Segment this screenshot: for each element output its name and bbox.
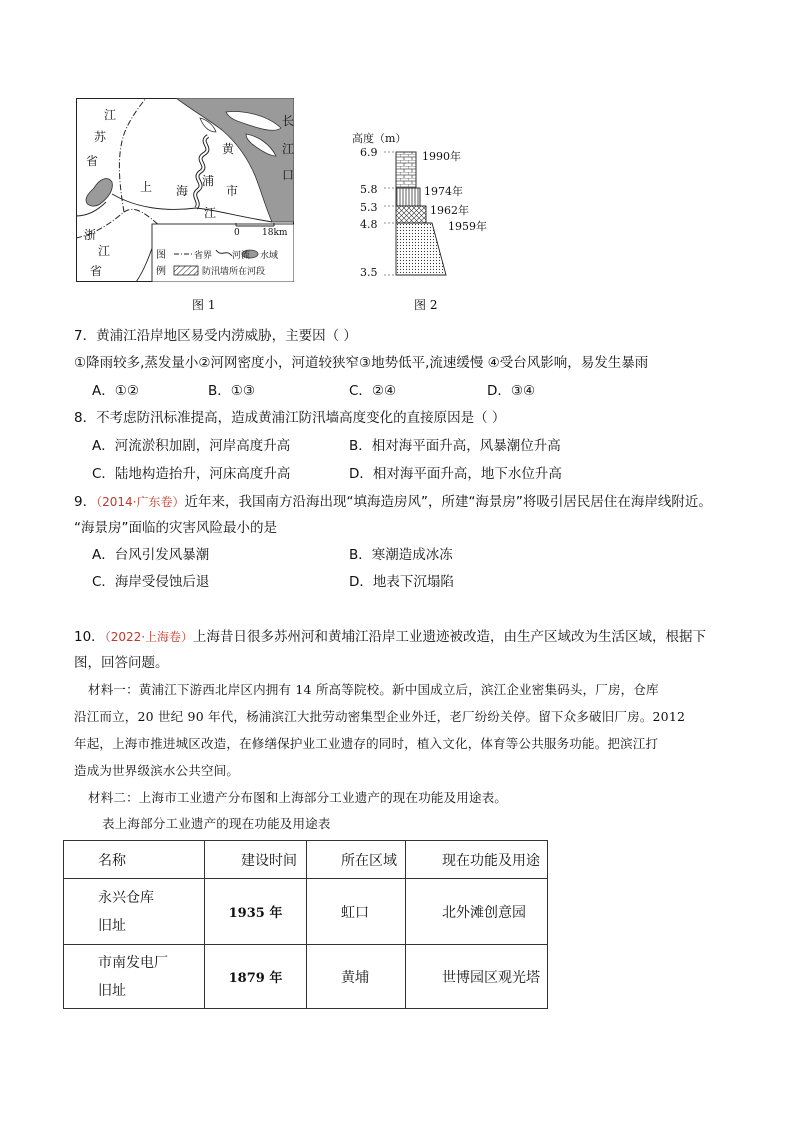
bar-1974	[396, 188, 420, 206]
figure-2-caption: 图 2	[414, 298, 438, 312]
cell-year: 1935 年	[205, 879, 307, 945]
q9-option-d[interactable]: D．地表下沉塌陷	[349, 574, 454, 590]
cell-name-line1: 永兴仓库	[98, 889, 154, 906]
cell-area: 虹口	[307, 879, 406, 945]
label-shanghai-2: 海	[176, 184, 189, 198]
q10-stem-line1	[74, 625, 706, 645]
bar-1990	[396, 152, 416, 188]
year-1974: 1974年	[424, 185, 463, 198]
label-changjiang-3: 口	[282, 168, 295, 182]
table-header-row	[64, 841, 548, 879]
tick-5-3: 5.3	[360, 201, 378, 214]
figure-2-ylabel: 高度（m）	[352, 132, 407, 145]
label-changjiang-2: 江	[282, 142, 295, 156]
material2: 材料二：上海市工业遗产分布图和上海部分工业遗产的现在功能及用途表。	[88, 790, 508, 805]
header-year: 建设时间	[205, 841, 307, 879]
legend-title-2: 例	[156, 266, 166, 277]
cell-year: 1879 年	[205, 945, 307, 1009]
table-title: 表上海部分工业遗产的现在功能及用途表	[102, 816, 331, 831]
material1-line2: 沿江而立，20 世纪 90 年代，杨浦滨江大批劳动密集型企业外迁，老厂纷纷关停。留下众多破旧厂房。2012	[74, 709, 686, 724]
q9-stem-text: 近年来，我国南方沿海出现“填海造房风”，所建“海景房”将吸引居民居住在海岸线附近。	[184, 494, 712, 510]
scale-km: 18km	[262, 228, 288, 238]
tick-6-9: 6.9	[360, 146, 378, 159]
tick-4-8: 4.8	[360, 218, 378, 231]
q9-option-a[interactable]: A．台风引发风暴潮	[92, 547, 210, 563]
year-1959: 1959年	[448, 220, 487, 233]
label-shanghai-1: 上	[140, 180, 153, 194]
cell-area: 黄埔	[307, 945, 406, 1009]
label-huangpu-2: 浦	[202, 174, 215, 188]
legend-border: 省界	[194, 251, 213, 261]
material1-line4: 造成为世界级滨水公共空间。	[74, 763, 240, 778]
legend-water: 水域	[260, 251, 279, 261]
legend-title-1: 图	[156, 250, 166, 261]
header-area: 所在区域	[307, 841, 406, 879]
q8-option-a[interactable]: A．河流淤积加剧，河岸高度升高	[92, 438, 291, 454]
q8-option-b[interactable]: B．相对海平面升高，风暴潮位升高	[349, 438, 561, 454]
q7-option-a[interactable]: A．①②	[92, 383, 139, 399]
cell-name-line2: 旧址	[98, 982, 126, 999]
label-jiangsu-1: 江	[104, 108, 117, 122]
cell-use: 北外滩创意园	[406, 879, 548, 945]
legend-wall: 防汛墙所在河段	[202, 267, 266, 277]
q8-stem: 8．不考虑防汛标准提高，造成黄浦江防汛墙高度变化的直接原因是（ ）	[74, 410, 506, 426]
label-huangpu-1: 黄	[222, 142, 235, 156]
header-use: 现在功能及用途	[406, 841, 548, 879]
q7-option-c[interactable]: C．②④	[349, 383, 397, 399]
material1-line1: 材料一：黄浦江下游西北岸区内拥有 14 所高等院校。新中国成立后，滨江企业密集码头，厂房，仓库	[88, 682, 659, 697]
figure-1-caption: 图 1	[192, 298, 216, 312]
table-row	[64, 879, 548, 945]
cell-use: 世博园区观光塔	[406, 945, 548, 1009]
q10-stem-line2: 图，回答问题。	[74, 655, 169, 671]
bar-1962	[396, 206, 426, 223]
q7-option-d[interactable]: D．③④	[487, 383, 536, 399]
q9-stem-line1	[74, 490, 712, 510]
q8-option-d[interactable]: D．相对海平面升高，地下水位升高	[349, 466, 562, 482]
q9-number: 9．	[74, 494, 97, 510]
q7-option-b[interactable]: B．①③	[208, 383, 255, 399]
q10-source: （2022·上海卷）	[104, 630, 194, 644]
q9-source: （2014·广东卷）	[96, 495, 185, 509]
label-jiangsu-2: 苏	[94, 130, 107, 144]
q9-option-b[interactable]: B．寒潮造成冰冻	[349, 547, 453, 563]
label-huangpu-3: 江	[204, 206, 217, 220]
q7-stem: 7．黄浦江沿岸地区易受内涝威胁，主要因（ ）	[74, 328, 357, 344]
label-zhejiang-2: 江	[98, 244, 111, 258]
cell-name	[64, 879, 205, 945]
cell-name-line2: 旧址	[98, 917, 126, 934]
bar-1959	[396, 223, 446, 275]
map-labels	[76, 98, 294, 282]
heritage-table	[63, 840, 548, 1009]
q7-statements: ①降雨较多,蒸发量小②河网密度小，河道较狭窄③地势低平,流速缓慢 ④受台风影响，易发生暴雨	[74, 355, 649, 371]
material1-line3: 年起，上海市推进城区改造，在修缮保护业工业遗存的同时，植入文化，体育等公共服务功能。把滨江打	[74, 736, 659, 751]
q10-number: 10．	[74, 629, 105, 645]
label-jiangsu-3: 省	[86, 154, 99, 168]
cell-name-line1: 市南发电厂	[98, 954, 168, 971]
scale-zero: 0	[234, 228, 240, 238]
q10-stem-text: 上海昔日很多苏州河和黄埔江沿岸工业遗迹被改造，由生产区域改为生活区域，根据下	[193, 629, 707, 645]
q9-option-c[interactable]: C．海岸受侵蚀后退	[92, 574, 210, 590]
label-zhejiang-1: 浙	[84, 228, 97, 242]
header-name: 名称	[64, 841, 205, 879]
year-1990: 1990年	[422, 150, 461, 163]
table-row	[64, 945, 548, 1009]
tick-3-5: 3.5	[360, 266, 378, 279]
legend-river: 河流	[232, 251, 251, 261]
q9-stem-line2: “海景房”面临的灾害风险最小的是	[74, 520, 277, 536]
tick-5-8: 5.8	[360, 183, 378, 196]
q8-option-c[interactable]: C．陆地构造抬升，河床高度升高	[92, 466, 291, 482]
label-zhejiang-3: 省	[90, 264, 103, 278]
year-1962: 1962年	[430, 204, 469, 217]
cell-name	[64, 945, 205, 1009]
label-shanghai-3: 市	[226, 184, 239, 198]
label-changjiang-1: 长	[282, 114, 295, 128]
